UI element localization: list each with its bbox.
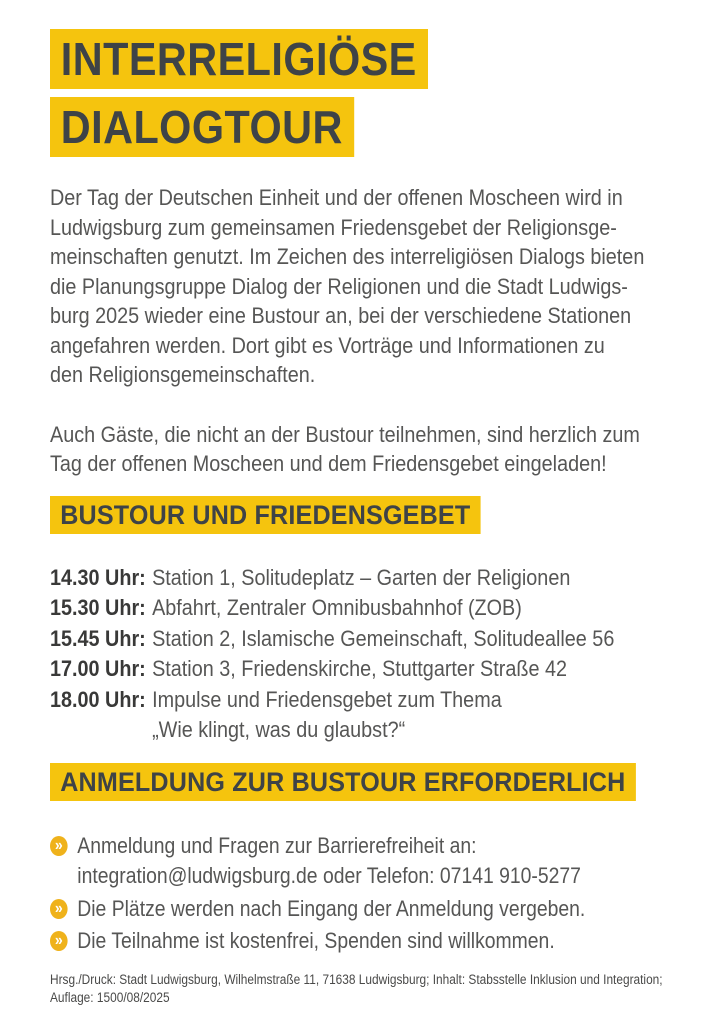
schedule-row — [50, 654, 690, 685]
section-heading-bustour: BUSTOUR UND FRIEDENSGEBET — [50, 496, 481, 534]
bullet-text-line: Die Teilnahme ist kostenfrei, Spenden sind willkommen. — [77, 928, 555, 953]
page-title-line-1: INTERRELIGIÖSE — [50, 29, 428, 89]
schedule-text: Station 1, Solitudeplatz – Garten der Religionen — [152, 564, 571, 590]
bullet-text — [77, 926, 689, 957]
schedule-row — [50, 593, 690, 624]
chevron-bullet-icon: » — [50, 899, 68, 919]
bullet-item — [50, 894, 690, 925]
registration-list — [50, 831, 690, 957]
chevron-bullet-icon: » — [50, 836, 68, 856]
schedule-text: Abfahrt, Zentraler Omnibusbahnhof (ZOB) — [152, 595, 522, 620]
bullet-text — [77, 894, 689, 925]
paragraph-line: die Planungsgruppe Dialog der Religionen und die Stadt Ludwigs- — [50, 273, 628, 299]
schedule-time: 18.00 Uhr: — [50, 686, 146, 712]
bullet-item — [50, 831, 690, 892]
footer-imprint — [50, 971, 690, 1008]
schedule-time: 15.45 Uhr: — [50, 625, 146, 651]
bullet-text-line-contact: integration@ludwigsburg.de oder Telefon: 07141 910-5277 — [77, 863, 581, 888]
schedule-time: 14.30 Uhr: — [50, 564, 146, 590]
bullet-text-line: Die Plätze werden nach Eingang der Anmeldung vergeben. — [77, 895, 586, 921]
bullet-text-line: Anmeldung und Fragen zur Barrierefreiheit an: — [77, 832, 477, 858]
paragraph-line: burg 2025 wieder eine Bustour an, bei der verschiedene Stationen — [50, 303, 632, 328]
schedule-row — [50, 685, 690, 716]
page-title — [50, 29, 690, 157]
imprint-line: Hrsg./Druck: Stadt Ludwigsburg, Wilhelmstraße 11, 71638 Ludwigsburg; Inhalt: Stabsstelle Inklusion und Integration; — [50, 971, 663, 987]
bullet-item — [50, 926, 690, 957]
paragraph-line: meinschaften genutzt. Im Zeichen des interreligiösen Dialogs bieten — [50, 244, 645, 269]
page-title-line-2: DIALOGTOUR — [50, 97, 355, 157]
schedule-time: 17.00 Uhr: — [50, 656, 146, 681]
schedule-text: Station 2, Islamische Gemeinschaft, Solitudeallee 56 — [152, 625, 615, 651]
schedule-row — [50, 563, 690, 594]
intro-paragraph — [50, 183, 690, 390]
schedule-time: 15.30 Uhr: — [50, 595, 146, 620]
schedule-row — [50, 624, 690, 655]
imprint-line: Auflage: 1500/08/2025 — [50, 990, 170, 1005]
paragraph-line: angefahren werden. Dort gibt es Vorträge und Informationen zu — [50, 332, 605, 358]
invitation-paragraph — [50, 420, 690, 479]
paragraph-line: Der Tag der Deutschen Einheit und der offenen Moscheen wird in — [50, 185, 623, 210]
paragraph-line: Auch Gäste, die nicht an der Bustour teilnehmen, sind herzlich zum — [50, 421, 640, 447]
chevron-bullet-icon: » — [50, 931, 68, 951]
schedule-text: Station 3, Friedenskirche, Stuttgarter Straße 42 — [152, 656, 567, 681]
paragraph-line: den Religionsgemeinschaften. — [50, 362, 316, 387]
schedule-theme-quote: „Wie klingt, was du glaubst?“ — [152, 717, 406, 742]
section-heading-anmeldung: ANMELDUNG ZUR BUSTOUR ERFORDERLICH — [50, 763, 636, 801]
schedule-list — [50, 563, 690, 746]
bullet-text — [77, 831, 689, 892]
paragraph-line: Tag der offenen Moscheen und dem Friedensgebet eingeladen! — [50, 451, 607, 476]
schedule-text: Impulse und Friedensgebet zum Thema — [152, 686, 502, 712]
paragraph-line: Ludwigsburg zum gemeinsamen Friedensgebet der Religionsge- — [50, 214, 617, 240]
